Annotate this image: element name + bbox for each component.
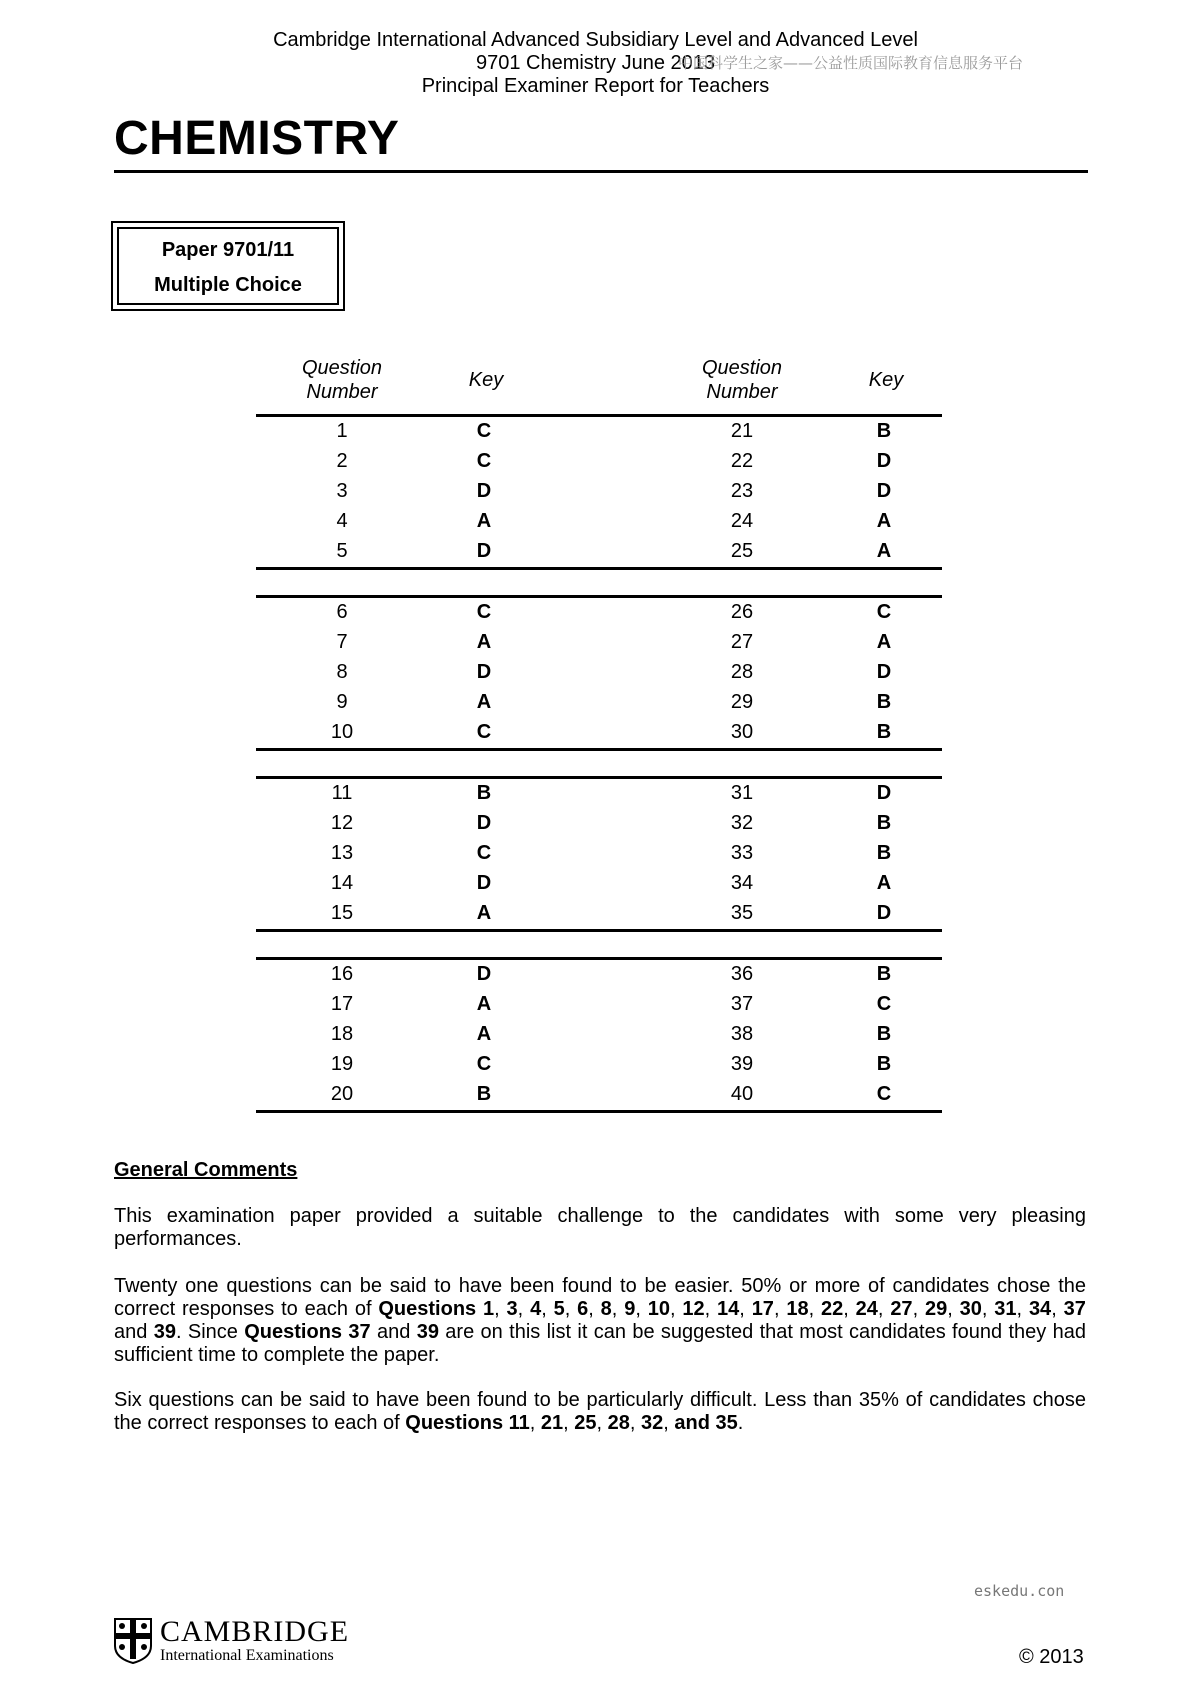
header-line-2: 9701 Chemistry June 2013 [475, 52, 716, 74]
paragraph-text: , [1051, 1298, 1064, 1320]
header-question-l2: Number [706, 381, 778, 403]
header-question-l1: Question [701, 357, 783, 379]
comments-paragraph-2 [114, 1275, 1086, 1367]
paragraph-text: , [494, 1298, 507, 1320]
paper-code: Paper 9701/11 [161, 239, 295, 261]
paragraph-text: , [588, 1298, 601, 1320]
question-reference: 9 [624, 1298, 636, 1320]
table-rule-top [256, 776, 942, 779]
logo-subtitle: International Examinations [160, 1647, 334, 1664]
header-key-right: Key [868, 369, 904, 391]
answer-key: C [476, 450, 492, 472]
paper-box-inner [117, 227, 339, 305]
answer-key: B [876, 812, 892, 834]
paragraph-text: and [370, 1321, 417, 1343]
header-line-3: Principal Examiner Report for Teachers [421, 75, 770, 97]
table-rule-bottom [256, 567, 942, 570]
paragraph-text: Twenty one questions can be said to have been found to be easier. 50% or more of candidates chose the correct responses to each of [114, 1275, 1086, 1320]
question-number: 12 [330, 812, 354, 834]
question-number: 27 [730, 631, 754, 653]
paragraph-text: . [737, 1412, 744, 1434]
question-number: 38 [730, 1023, 754, 1045]
general-comments-heading: General Comments [114, 1159, 298, 1181]
answer-key: D [476, 963, 492, 985]
answer-key: B [876, 721, 892, 743]
answer-key: D [476, 661, 492, 683]
question-reference: 3 [506, 1298, 518, 1320]
question-number: 14 [330, 872, 354, 894]
answer-key: D [476, 540, 492, 562]
question-number: 3 [336, 480, 348, 502]
question-reference: 37 [1063, 1298, 1086, 1320]
question-number: 35 [730, 902, 754, 924]
header-question-left [282, 356, 402, 404]
paragraph-text: , [739, 1298, 752, 1320]
answer-key: C [876, 601, 892, 623]
paragraph-text: are on this list it can be suggested that most candidates found they had sufficient time to complete the paper. [114, 1321, 1086, 1366]
answer-key: A [476, 902, 492, 924]
paragraph-text: , [1016, 1298, 1029, 1320]
paragraph-text: , [541, 1298, 554, 1320]
question-reference: 4 [530, 1298, 542, 1320]
question-number: 28 [730, 661, 754, 683]
answer-key: B [876, 691, 892, 713]
answer-key: C [476, 721, 492, 743]
header-line-1: Cambridge International Advanced Subsidiary Level and Advanced Level [273, 29, 918, 51]
question-number: 29 [730, 691, 754, 713]
question-number: 22 [730, 450, 754, 472]
question-number: 7 [336, 631, 348, 653]
answer-key: B [876, 1053, 892, 1075]
page-title: CHEMISTRY [114, 112, 400, 165]
answer-key: A [476, 691, 492, 713]
table-rule-top [256, 595, 942, 598]
question-reference: 39 [153, 1321, 176, 1343]
paragraph-text: , [877, 1298, 891, 1320]
header-question-l1: Question [301, 357, 383, 379]
answer-key: A [476, 993, 492, 1015]
answer-key: C [476, 601, 492, 623]
table-rule-bottom [256, 1110, 942, 1113]
watermark-text: 中国科学生之家——公益性质国际教育信息服务平台 [678, 54, 1024, 72]
question-number: 20 [330, 1083, 354, 1105]
question-reference: 8 [600, 1298, 612, 1320]
question-number: 19 [330, 1053, 354, 1075]
answer-key: B [876, 963, 892, 985]
comments-paragraph-1: This examination paper provided a suitable challenge to the candidates with some very pleasing performances. [114, 1205, 1086, 1250]
answer-key: B [876, 1023, 892, 1045]
question-number: 30 [730, 721, 754, 743]
question-reference: 22 [821, 1298, 844, 1320]
paper-box [111, 221, 345, 311]
paragraph-text: , [912, 1298, 925, 1320]
question-number: 37 [730, 993, 754, 1015]
question-number: 10 [330, 721, 354, 743]
answer-key: A [876, 510, 892, 532]
table-rule-top [256, 414, 942, 417]
paragraph-text: , [663, 1412, 675, 1434]
table-rule-top [256, 957, 942, 960]
answer-key: A [876, 872, 892, 894]
paragraph-text: , [611, 1298, 625, 1320]
answer-key: C [476, 420, 492, 442]
question-number: 39 [730, 1053, 754, 1075]
question-number: 25 [730, 540, 754, 562]
question-number: 13 [330, 842, 354, 864]
question-reference: 21 [540, 1412, 564, 1434]
question-reference: Questions 37 [244, 1321, 371, 1343]
cambridge-crest-icon [114, 1618, 152, 1664]
question-number: 21 [730, 420, 754, 442]
question-reference: 5 [553, 1298, 565, 1320]
question-number: 32 [730, 812, 754, 834]
paragraph-text: , [704, 1298, 718, 1320]
question-number: 17 [330, 993, 354, 1015]
question-reference: 10 [647, 1298, 670, 1320]
answer-key: D [876, 480, 892, 502]
table-rule-bottom [256, 929, 942, 932]
paragraph-text: . Since [175, 1321, 245, 1343]
paragraph-text: , [564, 1298, 578, 1320]
answer-key: D [476, 872, 492, 894]
title-rule [114, 170, 1088, 173]
question-reference: 32 [641, 1412, 664, 1434]
answer-key: C [476, 1053, 492, 1075]
question-number: 4 [336, 510, 348, 532]
header-question-l2: Number [306, 381, 378, 403]
question-number: 8 [336, 661, 348, 683]
question-number: 6 [336, 601, 348, 623]
question-reference: 6 [577, 1298, 589, 1320]
question-reference: and 35 [674, 1412, 738, 1434]
paragraph-text: , [629, 1412, 642, 1434]
paragraph-text: and [114, 1321, 154, 1343]
question-number: 5 [336, 540, 348, 562]
question-number: 18 [330, 1023, 354, 1045]
paragraph-text: , [635, 1298, 648, 1320]
question-number: 16 [330, 963, 354, 985]
paragraph-text: , [669, 1298, 683, 1320]
question-number: 40 [730, 1083, 754, 1105]
question-number: 23 [730, 480, 754, 502]
header-key-left: Key [468, 369, 504, 391]
question-reference: 31 [994, 1298, 1017, 1320]
answer-key: D [476, 480, 492, 502]
paragraph-text: , [773, 1298, 787, 1320]
question-number: 2 [336, 450, 348, 472]
answer-key: D [476, 812, 492, 834]
question-reference: 29 [924, 1298, 948, 1320]
copyright: © 2013 [1019, 1646, 1084, 1668]
header-question-right [682, 356, 802, 404]
question-reference: 17 [751, 1298, 774, 1320]
question-number: 36 [730, 963, 754, 985]
question-reference: 34 [1028, 1298, 1052, 1320]
question-reference: 27 [890, 1298, 913, 1320]
question-reference: Questions 1 [378, 1298, 495, 1320]
answer-key: B [476, 1083, 492, 1105]
answer-key: D [876, 902, 892, 924]
question-reference: 39 [416, 1321, 439, 1343]
question-reference: Questions 11 [405, 1412, 530, 1434]
answer-key: C [876, 1083, 892, 1105]
paragraph-text: , [843, 1298, 856, 1320]
question-number: 26 [730, 601, 754, 623]
comments-paragraph-3 [114, 1389, 1086, 1435]
footer-site-text: eskedu.con [974, 1582, 1065, 1600]
question-reference: 12 [682, 1298, 705, 1320]
paragraph-text: , [596, 1412, 608, 1434]
answer-key: C [476, 842, 492, 864]
question-number: 15 [330, 902, 354, 924]
paragraph-text: , [947, 1298, 960, 1320]
question-number: 9 [336, 691, 348, 713]
answer-key: A [476, 631, 492, 653]
question-reference: 30 [959, 1298, 982, 1320]
question-number: 31 [730, 782, 754, 804]
question-number: 11 [331, 782, 353, 804]
question-reference: 18 [786, 1298, 809, 1320]
answer-key: B [876, 420, 892, 442]
question-reference: 25 [574, 1412, 597, 1434]
question-number: 34 [730, 872, 754, 894]
answer-key: B [876, 842, 892, 864]
answer-key: C [876, 993, 892, 1015]
paragraph-text: Six questions can be said to have been found to be particularly difficult. Less than 35% of candidates chose the correct responses to each of [114, 1389, 1086, 1434]
question-reference: 14 [717, 1298, 740, 1320]
table-rule-bottom [256, 748, 942, 751]
question-number: 33 [730, 842, 754, 864]
paper-type: Multiple Choice [154, 274, 302, 296]
paragraph-text: , [981, 1298, 995, 1320]
answer-key: D [876, 661, 892, 683]
paragraph-text: , [808, 1298, 821, 1320]
answer-key: D [876, 782, 892, 804]
question-number: 1 [336, 420, 348, 442]
answer-key: A [476, 510, 492, 532]
question-reference: 28 [607, 1412, 630, 1434]
question-reference: 24 [855, 1298, 878, 1320]
paragraph-text: , [529, 1412, 541, 1434]
answer-key: A [476, 1023, 492, 1045]
question-number: 24 [730, 510, 754, 532]
answer-key: A [876, 540, 892, 562]
paragraph-text: , [517, 1298, 531, 1320]
paragraph-text: , [563, 1412, 575, 1434]
answer-key: B [476, 782, 492, 804]
logo-name: CAMBRIDGE [160, 1615, 350, 1648]
answer-key: A [876, 631, 892, 653]
answer-key: D [876, 450, 892, 472]
